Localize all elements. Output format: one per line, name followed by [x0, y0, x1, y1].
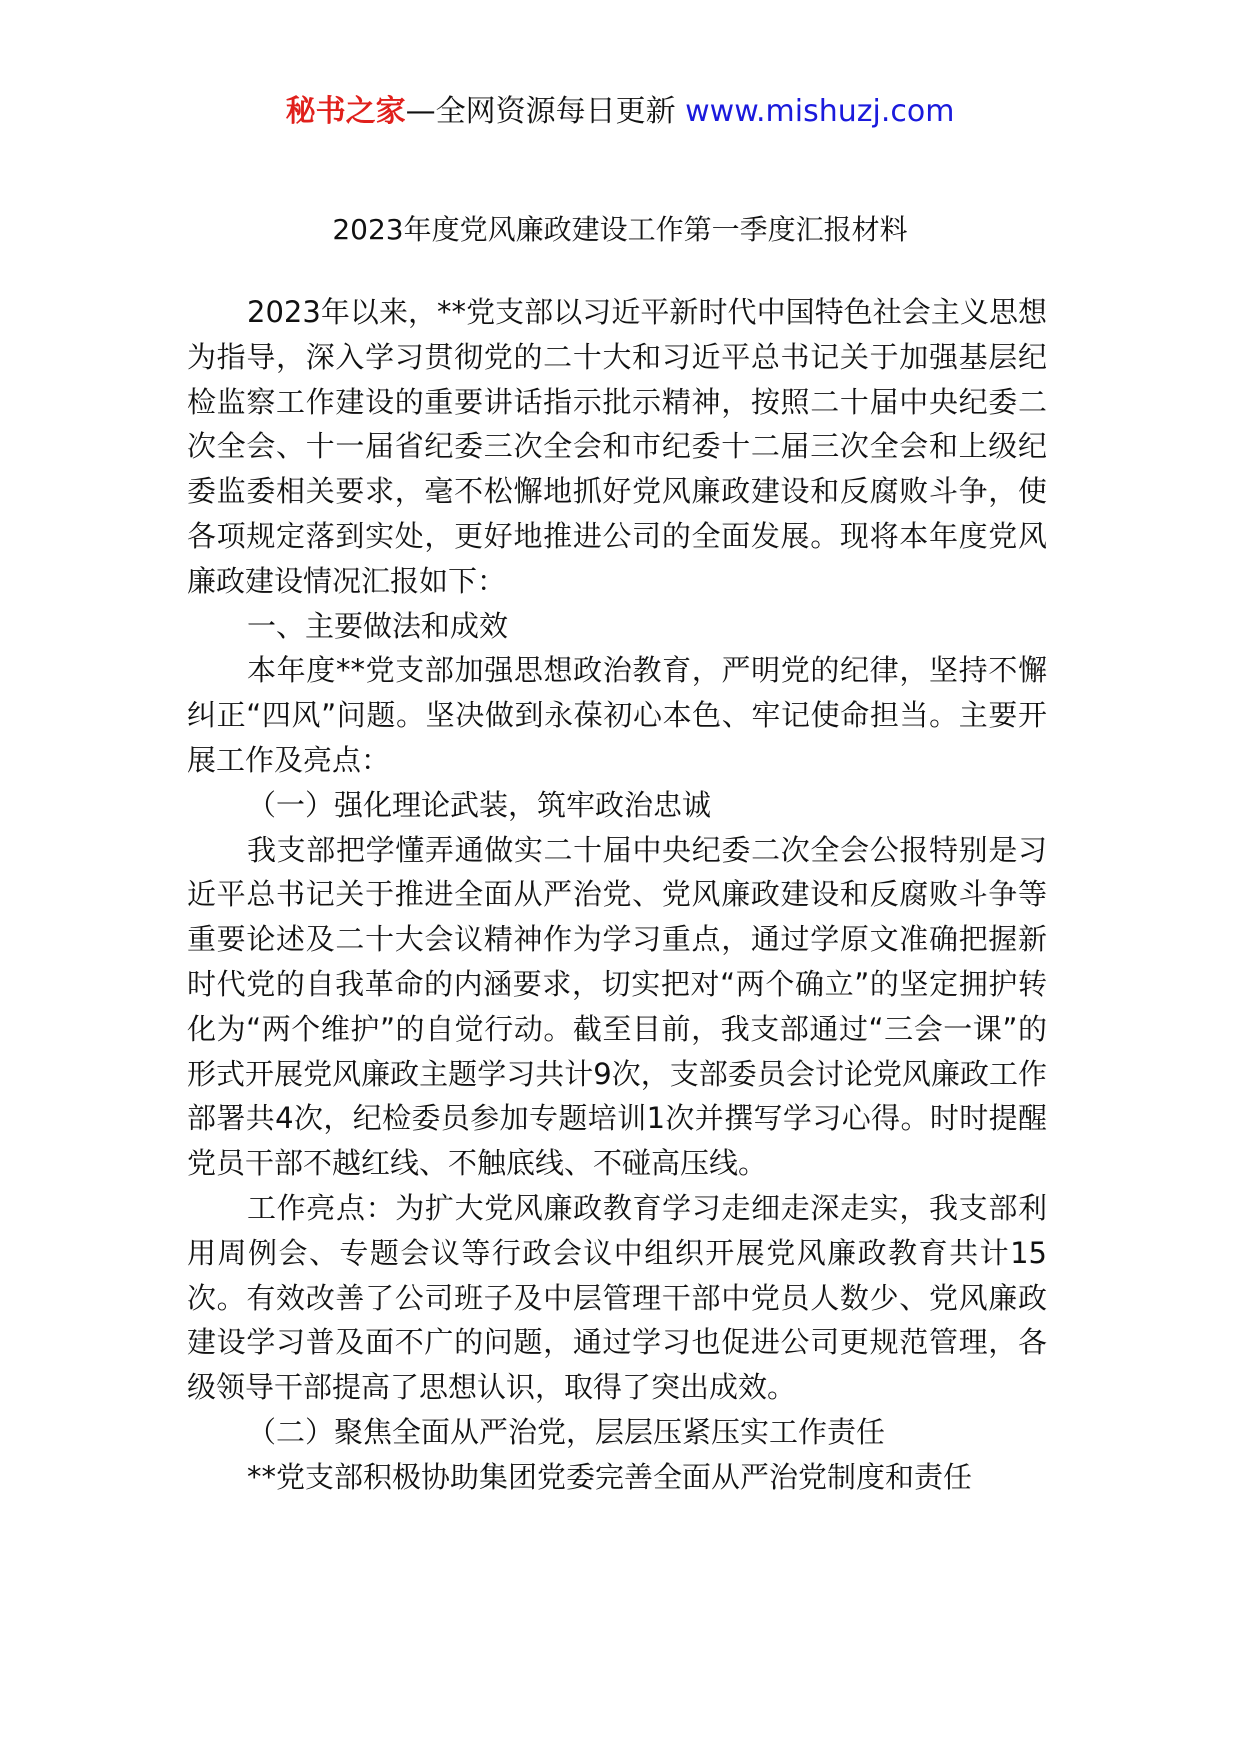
site-header: [0, 92, 1240, 132]
subsection-paragraph-1a: 我支部把学懂弄通做实二十届中央纪委二次全会公报特别是习近平总书记关于推进全面从严治党、党风廉政建设和反腐败斗争等重要论述及二十大会议精神作为学习重点，通过学原文准确把握新时代党的自我革命的内涵要求，切实把对“两个确立”的坚定拥护转化为“两个维护”的自觉行动。截至目前，我支部通过“三会一课”的形式开展党风廉政主题学习共计9次，支部委员会讨论党风廉政工作部署共4次，纪检委员参加专题培训1次并撰写学习心得。时时提醒党员干部不越红线、不触底线、不碰高压线。: [187, 832, 1047, 1181]
site-url-link[interactable]: www.mishuzj.com: [685, 94, 955, 129]
intro-paragraph: 2023年以来，**党支部以习近平新时代中国特色社会主义思想为指导，深入学习贯彻党的二十大和习近平总书记关于加强基层纪检监察工作建设的重要讲话指示批示精神，按照二十届中央纪委二次全会、十一届省纪委三次全会和市纪委十二届三次全会和上级纪委监委相关要求，毫不松懈地抓好党风廉政建设和反腐败斗争，使各项规定落到实处，更好地推进公司的全面发展。现将本年度党风廉政建设情况汇报如下：: [187, 295, 1047, 598]
section-heading-1: 一、主要做法和成效: [247, 608, 509, 643]
header-tagline: —全网资源每日更新: [405, 94, 686, 129]
section-paragraph-1: 本年度**党支部加强思想政治教育，严明党的纪律，坚持不懈纠正“四风”问题。坚决做到永葆初心本色、牢记使命担当。主要开展工作及亮点：: [187, 653, 1047, 777]
subsection-heading-1: （一）强化理论武装，筑牢政治忠诚: [247, 787, 712, 822]
subsection-paragraph-2a: **党支部积极协助集团党委完善全面从严治党制度和责任: [247, 1459, 973, 1494]
subsection-paragraph-1b: 工作亮点：为扩大党风廉政教育学习走细走深走实，我支部利用周例会、专题会议等行政会议中组织开展党风廉政教育共计15次。有效改善了公司班子及中层管理干部中党员人数少、党风廉政建设学习普及面不广的问题，通过学习也促进公司更规范管理，各级领导干部提高了思想认识，取得了突出成效。: [187, 1190, 1047, 1405]
document-title: 2023年度党风廉政建设工作第一季度汇报材料: [332, 213, 908, 246]
subsection-heading-2: （二）聚焦全面从严治党，层层压紧压实工作责任: [247, 1414, 886, 1449]
brand-name: 秘书之家: [285, 94, 406, 129]
document-body: [187, 290, 1047, 1500]
